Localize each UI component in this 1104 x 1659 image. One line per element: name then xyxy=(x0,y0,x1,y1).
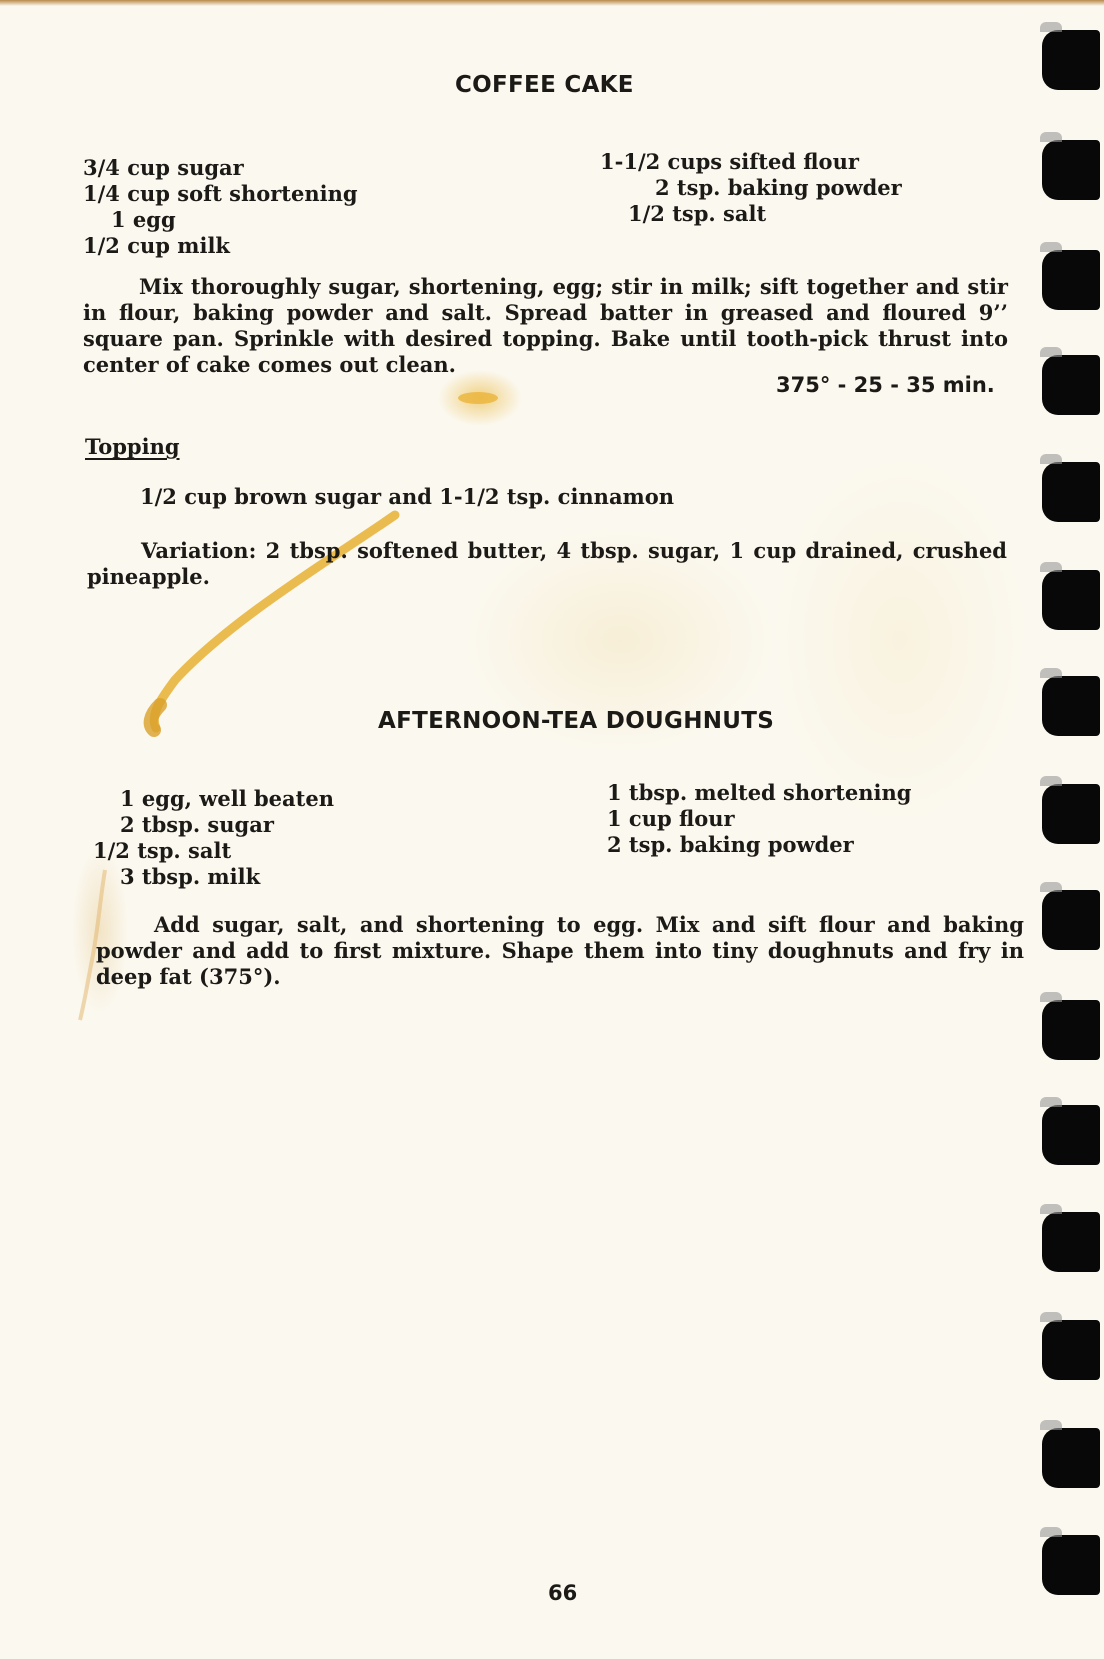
page-number: 66 xyxy=(548,1581,578,1605)
ingredient-item: 1/2 tsp. salt xyxy=(628,201,767,226)
topping-heading: Topping xyxy=(85,434,180,459)
ingredient-item: 1-1/2 cups sifted flour xyxy=(600,149,859,174)
ingredient-item: 2 tsp. baking powder xyxy=(655,175,902,200)
topping-text: 1/2 cup brown sugar and 1-1/2 tsp. cinnamon xyxy=(140,484,675,509)
ingredient-item: 1 egg xyxy=(111,207,176,232)
ingredient-item: 2 tsp. baking powder xyxy=(607,832,854,857)
variation-text: Variation: 2 tbsp. softened butter, 4 tbsp. sugar, 1 cup drained, crushed pineapple. xyxy=(87,538,1007,589)
ingredient-item: 1/2 tsp. salt xyxy=(93,838,232,863)
coffee-cake-directions: Mix thoroughly sugar, shortening, egg; stir in milk; sift together and stir in flour, baking powder and salt. Spread batter in greased and floured 9’’ square pan. Sprinkle with desired topping. Bake until tooth-pick thrust into center of cake comes out clean. xyxy=(83,274,1008,377)
doughnuts-directions: Add sugar, salt, and shortening to egg. Mix and sift flour and baking powder and add to first mixture. Shape them into tiny doughnuts and fry in deep fat (375°). xyxy=(96,912,1024,989)
ingredient-item: 3/4 cup sugar xyxy=(83,155,244,180)
ingredient-item: 2 tbsp. sugar xyxy=(120,812,274,837)
ingredient-item: 1 cup flour xyxy=(607,806,735,831)
ingredient-item: 1 tbsp. melted shortening xyxy=(607,780,912,805)
ingredient-item: 3 tbsp. milk xyxy=(120,864,261,889)
ingredient-item: 1/4 cup soft shortening xyxy=(83,181,358,206)
doughnuts-title: AFTERNOON-TEA DOUGHNUTS xyxy=(378,708,775,734)
coffee-cake-title: COFFEE CAKE xyxy=(455,72,634,98)
ingredient-item: 1/2 cup milk xyxy=(83,233,230,258)
ingredient-item: 1 egg, well beaten xyxy=(120,786,334,811)
bake-time-temperature: 375° - 25 - 35 min. xyxy=(776,373,995,397)
